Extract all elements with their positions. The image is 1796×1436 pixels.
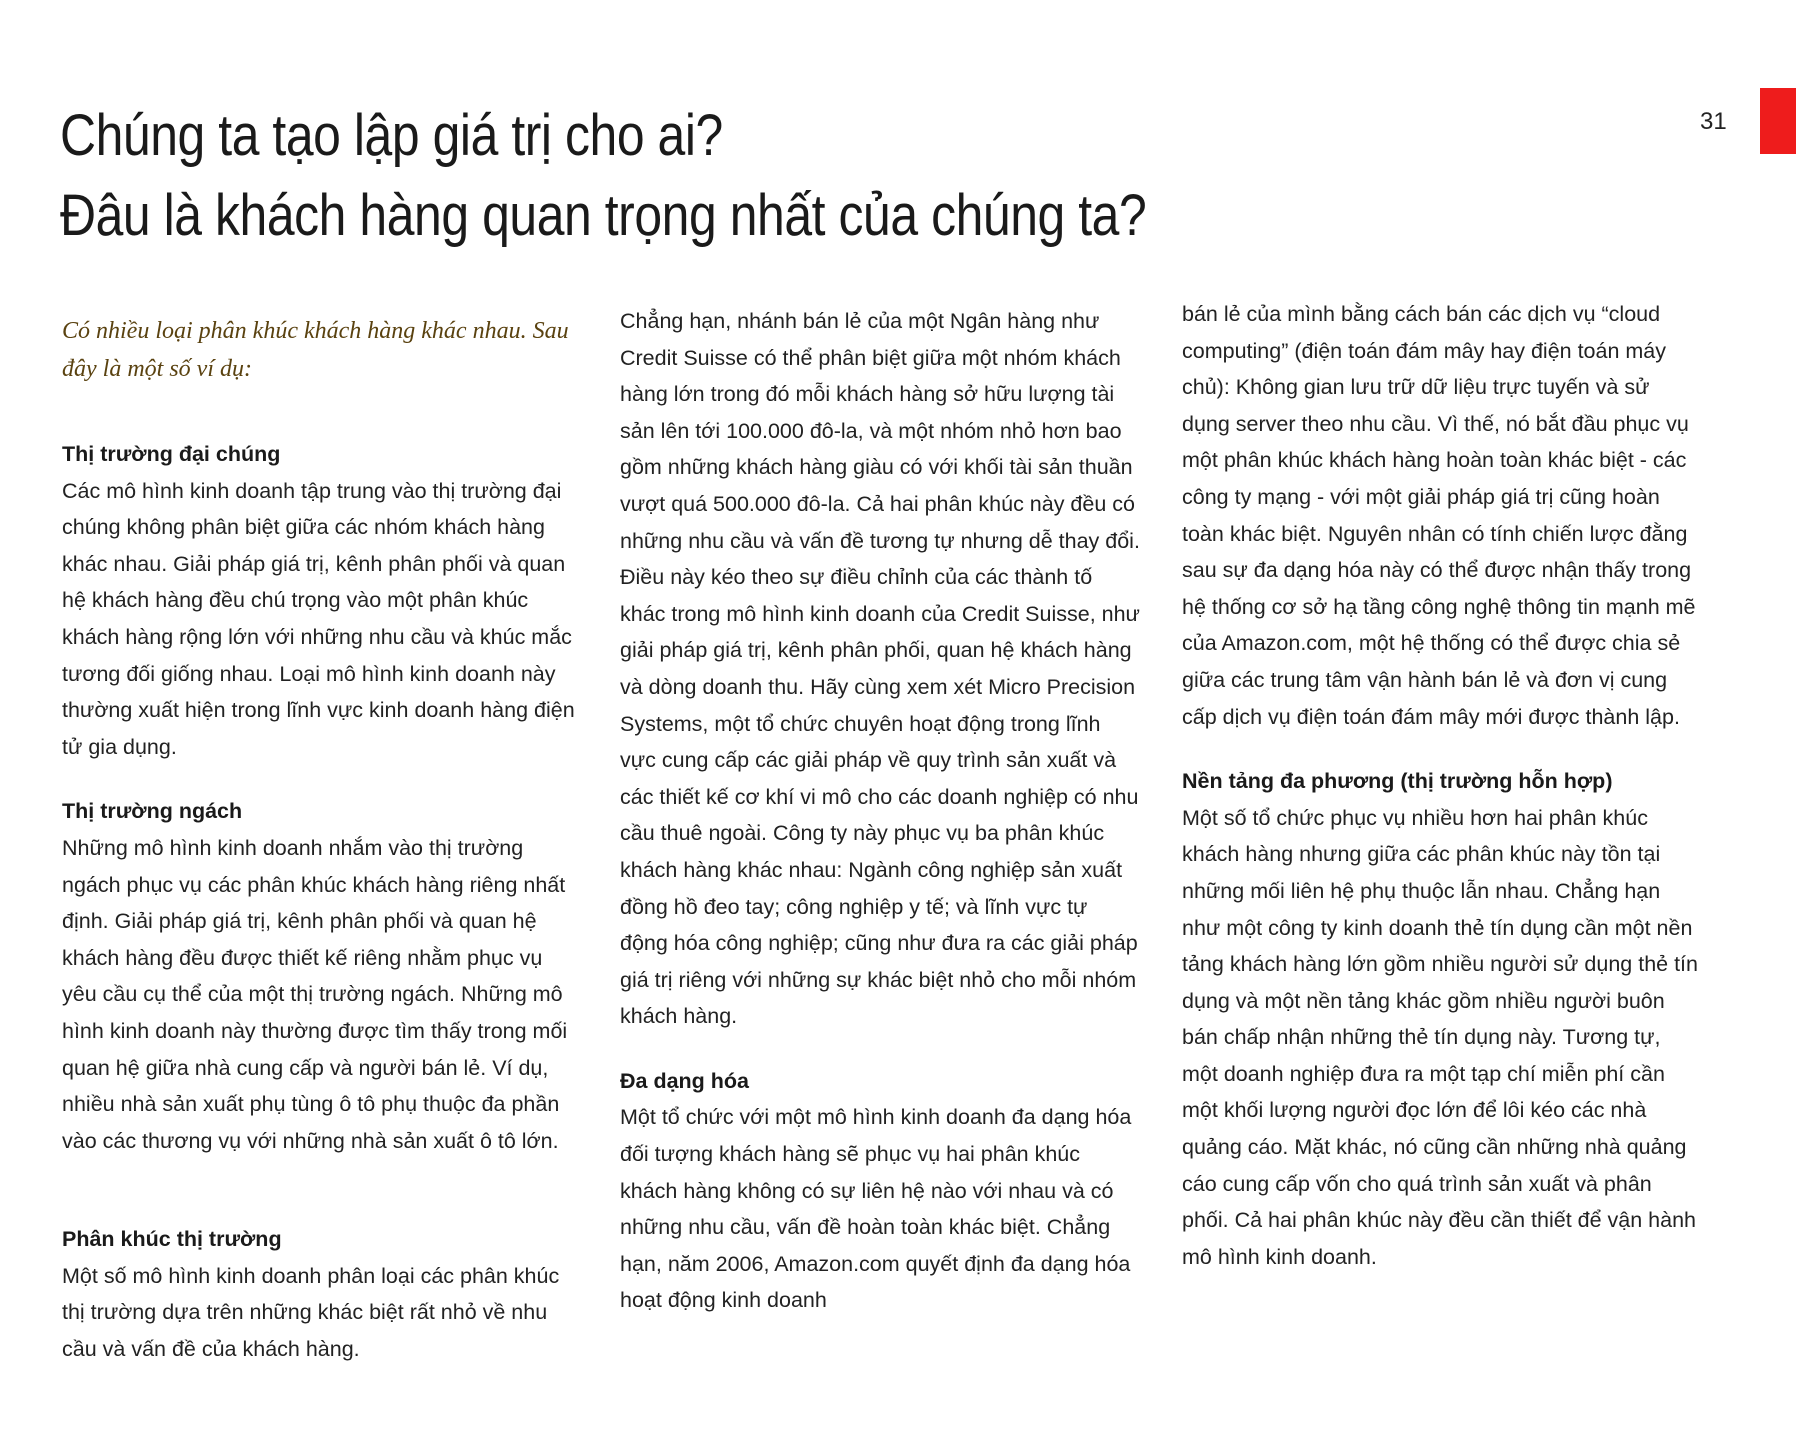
- chapter-tab-marker: [1760, 88, 1796, 154]
- column-2: [620, 303, 1140, 1319]
- column-1: [62, 300, 582, 1368]
- title-line-1: Chúng ta tạo lập giá trị cho ai?: [60, 103, 723, 168]
- body-diversified: Một tổ chức với một mô hình kinh doanh đa dạng hóa đối tượng khách hàng sẽ phục vụ hai phân khúc khách hàng không có sự liên hệ nào với nhau và có những nhu cầu, vấn đề hoàn toàn khác biệt. Chẳng hạn, năm 2006, Amazon.com quyết định đa dạng hóa hoạt động kinh doanh: [620, 1105, 1132, 1313]
- heading-diversified: Đa dạng hóa: [620, 1068, 750, 1093]
- body-diversified-continued: bán lẻ của mình bằng cách bán các dịch vụ “cloud computing” (điện toán đám mây hay điện toán máy chủ): Không gian lưu trữ dữ liệu trực tuyến và sử dụng server theo nhu cầu. Vì thế, nó bắt đầu phục vụ một phân khúc khách hàng hoàn toàn khác biệt - các công ty mạng - với một giải pháp giá trị cũng hoàn toàn khác biệt. Nguyên nhân có tính chiến lược đằng sau sự đa dạng hóa này có thể được nhận thấy trong hệ thống cơ sở hạ tầng công nghệ thông tin mạnh mẽ của Amazon.com, một hệ thống có thể được chia sẻ giữa các trung tâm vận hành bán lẻ và đơn vị cung cấp dịch vụ điện toán đám mây mới được thành lập.: [1182, 302, 1696, 729]
- column-3: [1182, 296, 1702, 1275]
- body-mass-market: Các mô hình kinh doanh tập trung vào thị trường đại chúng không phân biệt giữa các nhóm khách hàng khác nhau. Giải pháp giá trị, kênh phân phối và quan hệ khách hàng đều chú trọng vào một phân khúc khách hàng rộng lớn với những nhu cầu và khúc mắc tương đối giống nhau. Loại mô hình kinh doanh này thường xuất hiện trong lĩnh vực kinh doanh hàng điện tử gia dụng.: [62, 478, 575, 759]
- heading-segmented: Phân khúc thị trường: [62, 1227, 282, 1252]
- intro-text: Có nhiều loại phân khúc khách hàng khác nhau. Sau đây là một số ví dụ:: [62, 318, 569, 382]
- heading-multi-sided: Nền tảng đa phương (thị trường hỗn hợp): [1182, 769, 1613, 794]
- body-segmented-continued: Chẳng hạn, nhánh bán lẻ của một Ngân hàng như Credit Suisse có thể phân biệt giữa một nhóm khách hàng lớn trong đó mỗi khách hàng sở hữu lượng tài sản lên tới 100.000 đô-la, và một nhóm nhỏ hơn bao gồm những khách hàng giàu có với khối tài sản thuần vượt quá 500.000 đô-la. Cả hai phân khúc này đều có những nhu cầu và vấn đề tương tự nhưng dễ thay đổi. Điều này kéo theo sự điều chỉnh của các thành tố khác trong mô hình kinh doanh của Credit Suisse, như giải pháp giá trị, kênh phân phối, quan hệ khách hàng và dòng doanh thu. Hãy cùng xem xét Micro Precision Systems, một tổ chức chuyên hoạt động trong lĩnh vực cung cấp các giải pháp về quy trình sản xuất và các thiết kế cơ khí vi mô cho các doanh nghiệp có nhu cầu thuê ngoài. Công ty này phục vụ ba phân khúc khách hàng khác nhau: Ngành công nghiệp sản xuất đồng hồ đeo tay; công nghiệp y tế; và lĩnh vực tự động hóa công nghiệp; cũng như đưa ra các giải pháp giá trị riêng với những sự khác biệt nhỏ cho mỗi nhóm khách hàng.: [620, 309, 1140, 1029]
- heading-niche-market: Thị trường ngách: [62, 799, 243, 824]
- body-niche-market: Những mô hình kinh doanh nhắm vào thị trường ngách phục vụ các phân khúc khách hàng riêng nhất định. Giải pháp giá trị, kênh phân phối và quan hệ khách hàng đều được thiết kế riêng nhằm phục vụ yêu cầu cụ thể của một thị trường ngách. Những mô hình kinh doanh này thường được tìm thấy trong mối quan hệ giữa nhà cung cấp và người bán lẻ. Ví dụ, nhiều nhà sản xuất phụ tùng ô tô phụ thuộc đa phần vào các thương vụ với những nhà sản xuất ô tô lớn.: [62, 835, 568, 1153]
- body-multi-sided: Một số tổ chức phục vụ nhiều hơn hai phân khúc khách hàng nhưng giữa các phân khúc này tồn tại những mối liên hệ phụ thuộc lẫn nhau. Chẳng hạn như một công ty kinh doanh thẻ tín dụng cần một nền tảng khách hàng lớn gồm nhiều người sử dụng thẻ tín dụng và một nền tảng khác gồm nhiều người buôn bán chấp nhận những thẻ tín dụng này. Tương tự, một doanh nghiệp đưa ra một tạp chí miễn phí cần một khối lượng người đọc lớn để lôi kéo các nhà quảng cáo. Mặt khác, nó cũng cần những nhà quảng cáo cung cấp vốn cho quá trình sản xuất và phân phối. Cả hai phân khúc này đều cần thiết để vận hành mô hình kinh doanh.: [1182, 805, 1698, 1269]
- page-title: [60, 96, 1350, 256]
- body-segmented: Một số mô hình kinh doanh phân loại các phân khúc thị trường dựa trên những khác biệt rất nhỏ về nhu cầu và vấn đề của khách hàng.: [62, 1263, 560, 1362]
- title-line-2: Đâu là khách hàng quan trọng nhất của chúng ta?: [60, 183, 1147, 248]
- page-number: 31: [1700, 108, 1727, 135]
- heading-mass-market: Thị trường đại chúng: [62, 442, 281, 466]
